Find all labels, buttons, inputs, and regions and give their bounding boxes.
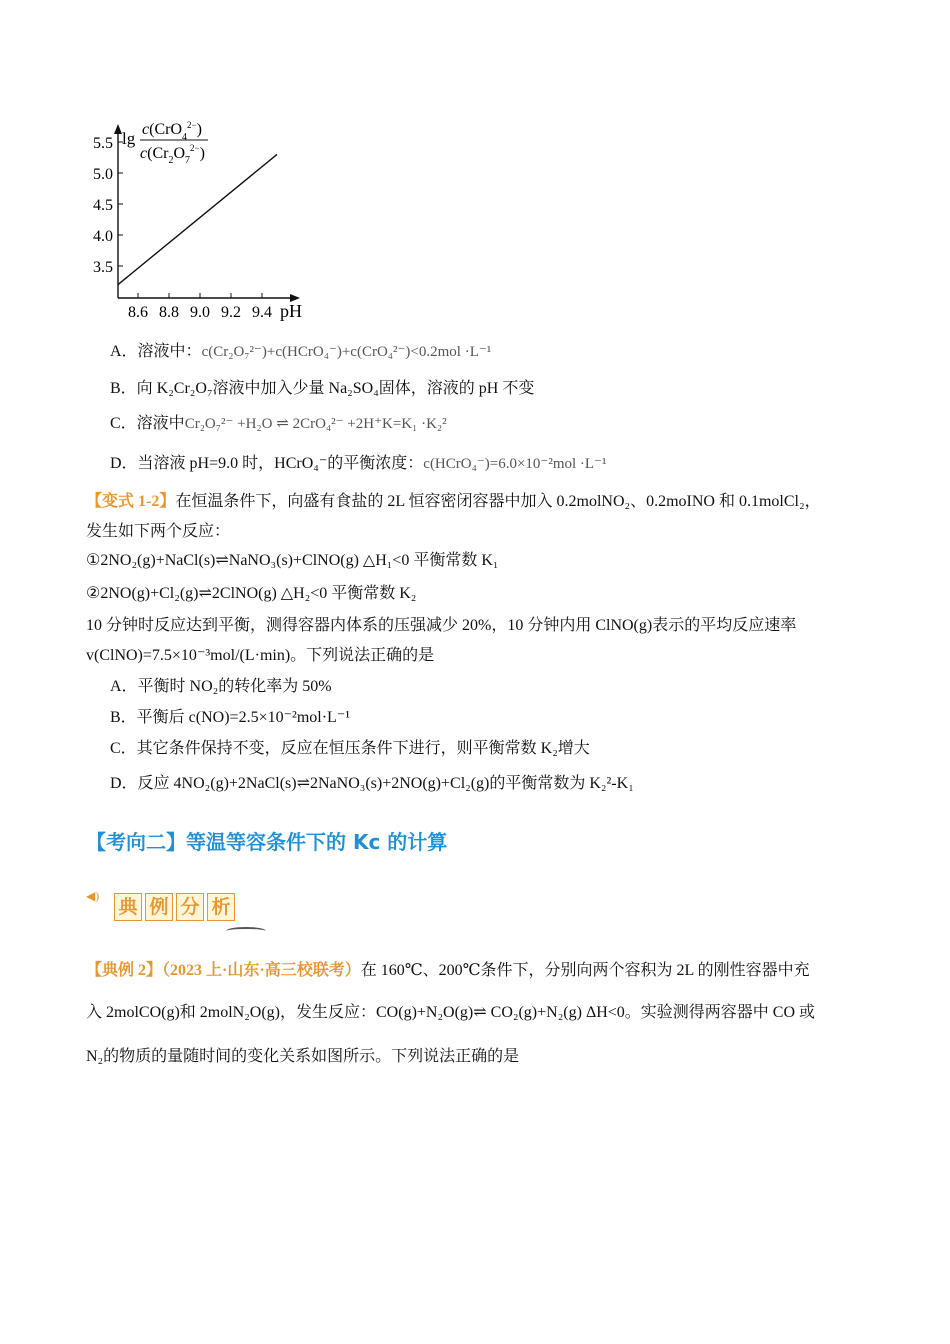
q3-line2: 入 2molCO(g)和 2molN₂O(g)，发生反应：CO(g)+N₂O(g)⇌ CO₂(g)+N₂(g) ΔH<0。实验测得两容器中 CO 或 bbox=[86, 1004, 816, 1021]
badge-char-4: 析 bbox=[207, 893, 235, 921]
example-badge bbox=[86, 889, 238, 921]
q1-option-c-lead: C．溶液中 bbox=[110, 415, 185, 432]
q2-tag: 【变式 1-2】 bbox=[86, 493, 176, 510]
badge-char-3: 分 bbox=[176, 893, 204, 921]
q3-line1-text: 在 160℃、200℃条件下，分别向两个容积为 2L 的刚性容器中充 bbox=[360, 962, 810, 979]
q2-stem-line4: v(ClNO)=7.5×10⁻³mol/(L·min)。下列说法正确的是 bbox=[86, 647, 435, 664]
y-tick-label: 4.5 bbox=[93, 197, 113, 214]
ylabel-numerator: c(CrO$_4^{2-}$) bbox=[142, 120, 202, 143]
badge-char-1: 典 bbox=[114, 893, 142, 921]
q3-line1 bbox=[86, 957, 810, 980]
x-tick-label: 8.6 bbox=[128, 304, 148, 321]
speaker-icon: ◀) bbox=[86, 889, 100, 903]
q2-stem-line3: 10 分钟时反应达到平衡，测得容器内体系的压强减少 20%，10 分钟内用 ClNO(g)表示的平均反应速率 bbox=[86, 617, 797, 634]
x-tick-label: 9.0 bbox=[190, 304, 210, 321]
book-icon bbox=[226, 927, 266, 935]
q2-option-c: C．其它条件保持不变，反应在恒压条件下进行，则平衡常数 K₂增大 bbox=[110, 740, 590, 757]
q1-option-a-lead: A．溶液中： bbox=[110, 343, 202, 360]
q2-option-d: D．反应 4NO₂(g)+2NaCl(s)⇌2NaNO₃(s)+2NO(g)+Cl₂(g)的平衡常数为 K₂²-K₁ bbox=[110, 775, 634, 792]
q2-stem1: 在恒温条件下，向盛有食盐的 2L 恒容密闭容器中加入 0.2molNO₂、0.2moINO 和 0.1molCl₂， bbox=[175, 493, 821, 510]
q1-option-a bbox=[110, 338, 491, 361]
x-axis-label: pH bbox=[280, 301, 302, 321]
y-tick-label: 5.5 bbox=[93, 135, 113, 152]
section-heading: 【考向二】等温等容条件下的 Kc 的计算 bbox=[86, 830, 448, 854]
x-tick-label: 9.2 bbox=[221, 304, 241, 321]
ratio-vs-ph-chart bbox=[80, 110, 320, 325]
x-tick-label: 9.4 bbox=[252, 304, 272, 321]
series-line bbox=[118, 154, 277, 284]
q1-option-a-formula: c(Cr₂O₇²⁻)+c(HCrO₄⁻)+c(CrO₄²⁻)<0.2mol ·L⁻¹ bbox=[201, 344, 492, 360]
q1-option-d-lead: D．当溶液 pH=9.0 时，HCrO₄⁻的平衡浓度： bbox=[110, 455, 424, 472]
q2-reaction-2: ②2NO(g)+Cl₂(g)⇌2ClNO(g) △H₂<0 平衡常数 K₂ bbox=[86, 585, 417, 602]
q1-option-c bbox=[110, 410, 447, 433]
ylabel-lg: lg bbox=[122, 129, 136, 148]
q3-source: （2023 上·山东·高三校联考） bbox=[162, 962, 361, 979]
ylabel-denominator: $c(Cr_2O_7^{2-})$ bbox=[140, 143, 205, 166]
x-tick-label: 8.8 bbox=[159, 304, 179, 321]
q1-option-d-formula: c(HCrO₄⁻)=6.0×10⁻²mol ·L⁻¹ bbox=[423, 456, 607, 472]
q2-stem-line2: 发生如下两个反应： bbox=[86, 523, 231, 540]
y-tick-label: 3.5 bbox=[93, 259, 113, 276]
q1-option-b: B．向 K₂Cr₂O₇溶液中加入少量 Na₂SO₄固体，溶液的 pH 不变 bbox=[110, 380, 535, 397]
q2-option-b: B．平衡后 c(NO)=2.5×10⁻²mol·L⁻¹ bbox=[110, 709, 351, 726]
y-tick-label: 5.0 bbox=[93, 166, 113, 183]
y-axis-arrow bbox=[114, 124, 122, 134]
q2-option-a: A．平衡时 NO₂的转化率为 50% bbox=[110, 678, 332, 695]
q3-line3: N₂的物质的量随时间的变化关系如图所示。下列说法正确的是 bbox=[86, 1048, 520, 1065]
q1-option-d bbox=[110, 450, 606, 473]
badge-char-2: 例 bbox=[145, 893, 173, 921]
q2-reaction-1: ①2NO₂(g)+NaCl(s)⇌NaNO₃(s)+ClNO(g) △H₁<0 平衡常数 K₁ bbox=[86, 552, 499, 569]
q3-tag: 【典例 2】 bbox=[86, 962, 163, 979]
q1-option-c-formula: Cr₂O₇²⁻ +H₂O ⇌ 2CrO₄²⁻ +2H⁺K=K₁ ·K₂² bbox=[184, 416, 447, 432]
q2-stem-line1 bbox=[86, 488, 821, 511]
y-tick-label: 4.0 bbox=[93, 228, 113, 245]
